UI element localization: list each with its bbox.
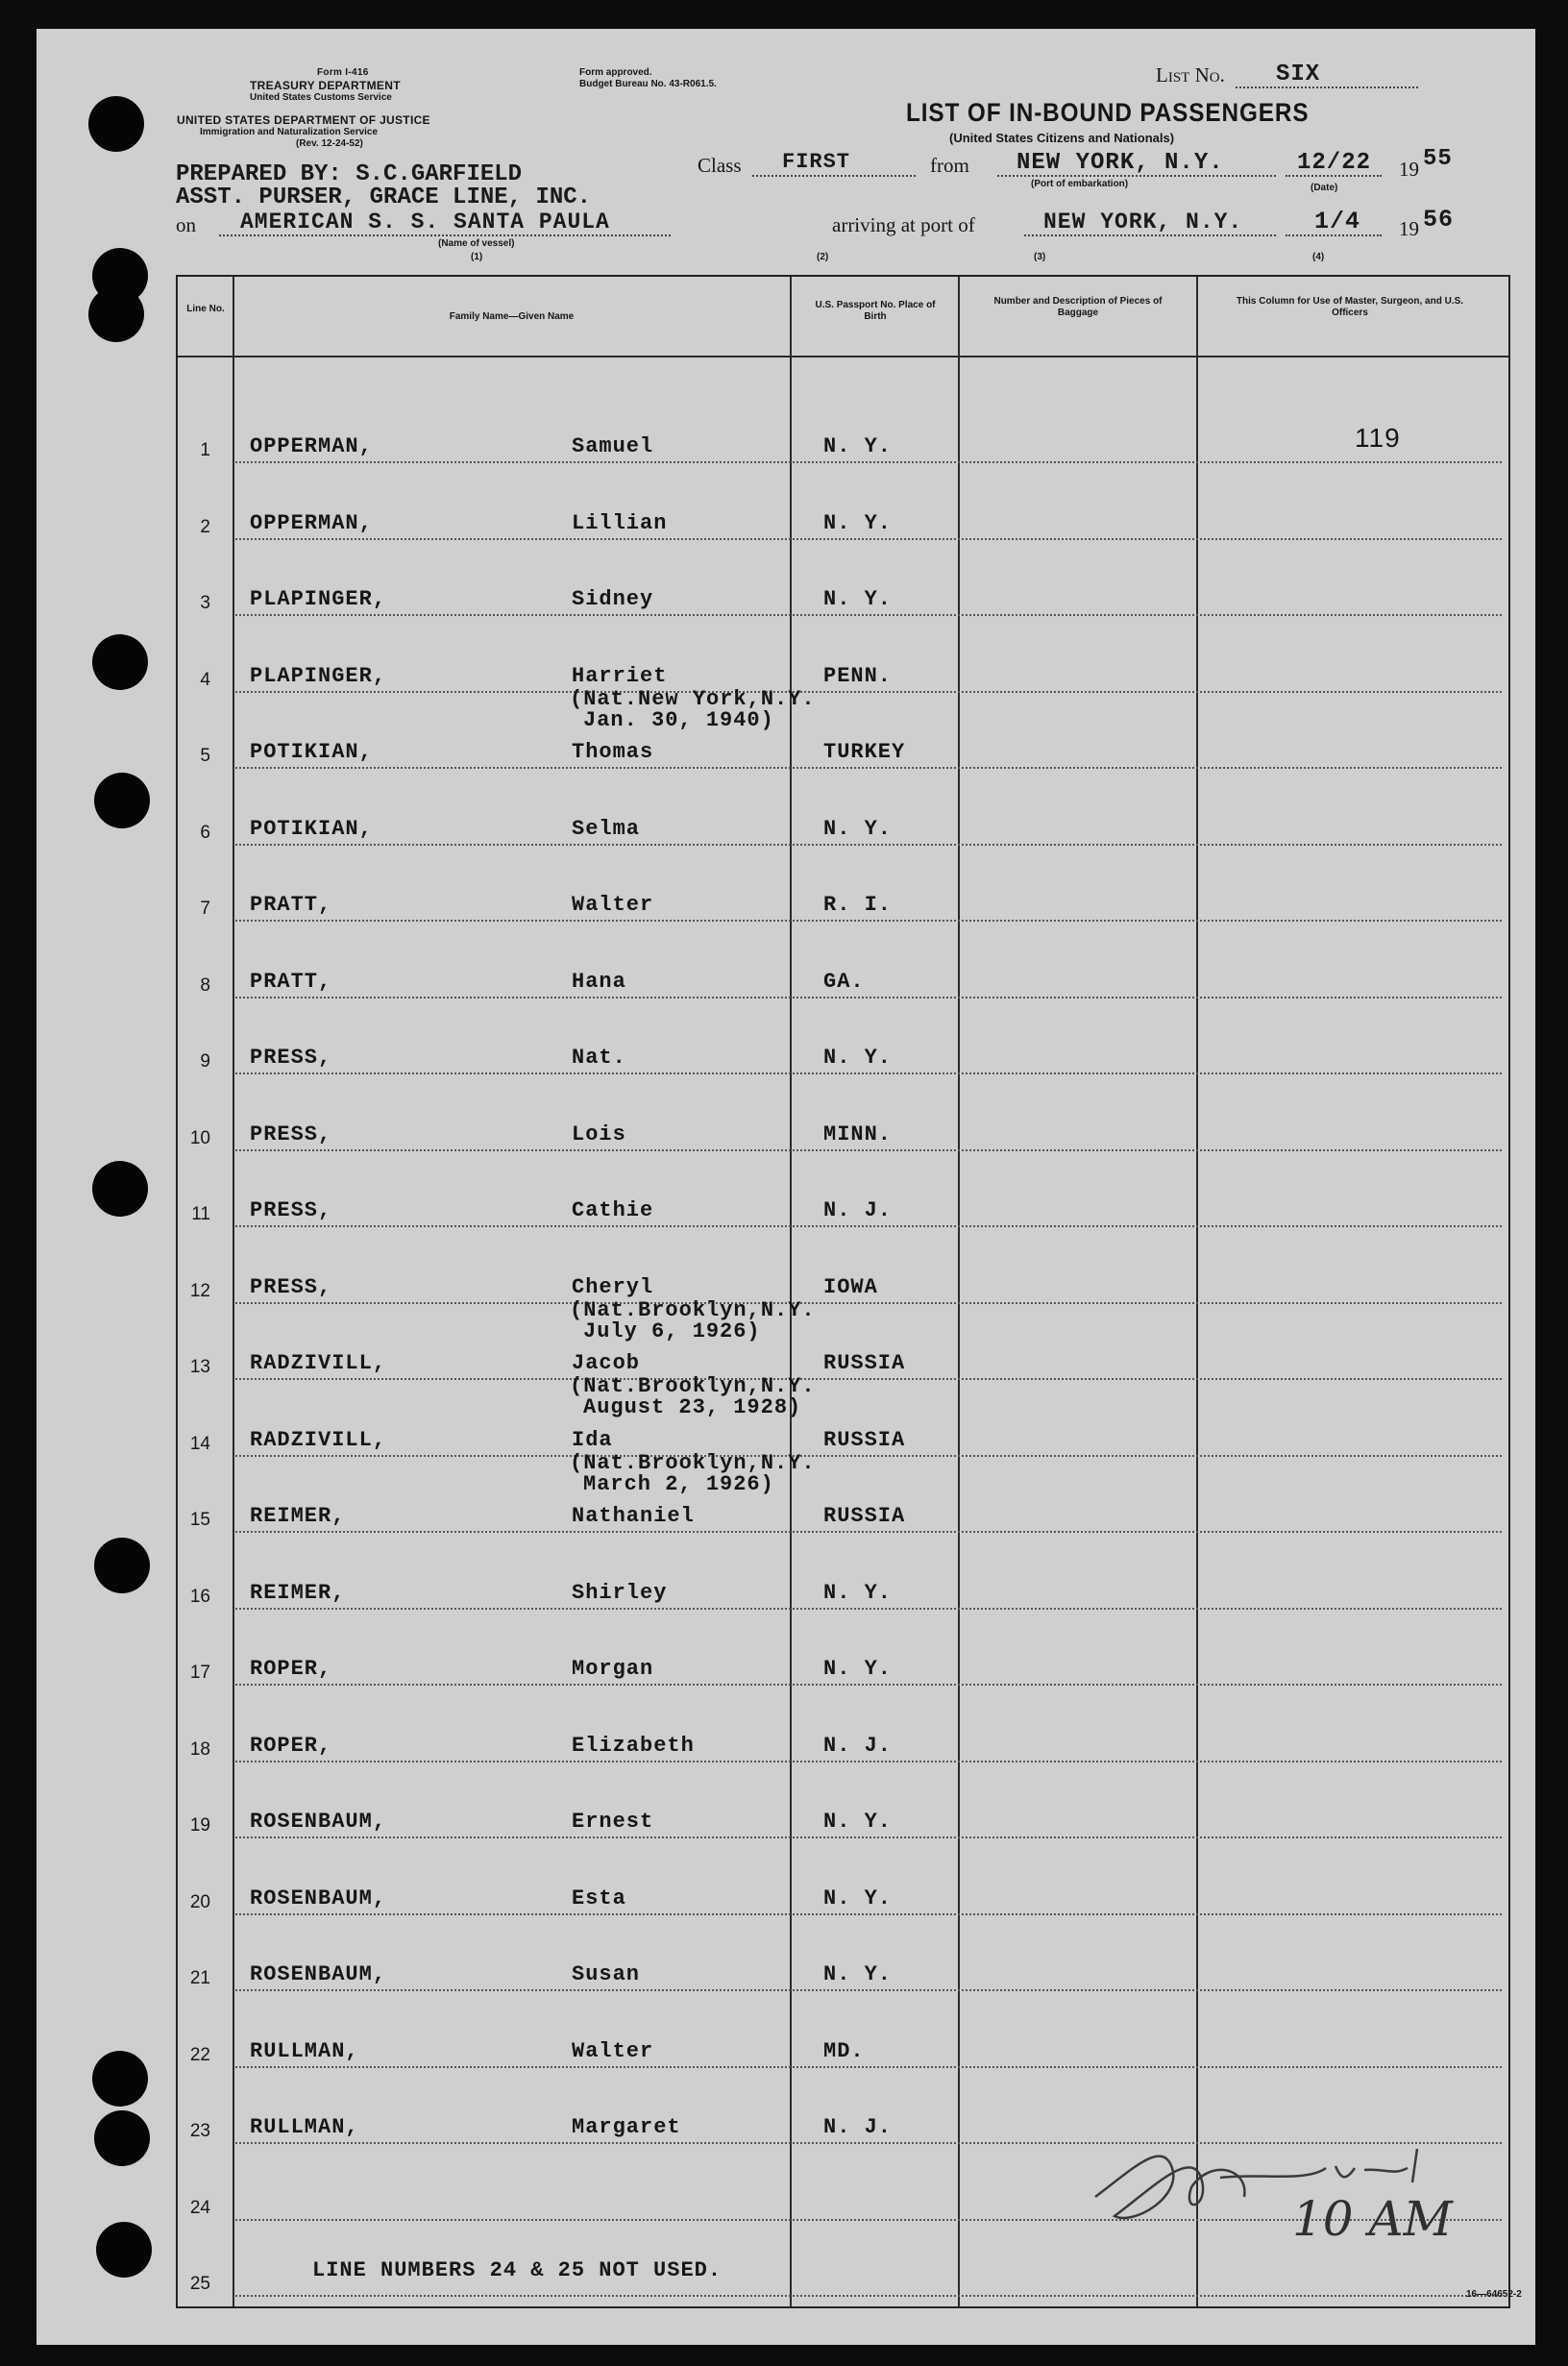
line-number: 24 [189,2197,210,2218]
given-name: Esta [572,1885,626,1910]
row-rule [235,538,1502,540]
given-name: Nathaniel [572,1504,695,1528]
family-name: ROPER, [250,1733,332,1758]
arrival-date: 1/4 [1314,208,1361,235]
binder-hole [88,286,144,342]
embarkation-date: 12/22 [1297,150,1372,176]
header-name: Family Name—Given Name [449,311,575,322]
line-number: 4 [200,669,210,690]
given-name: Walter [572,893,654,917]
binder-hole [96,2222,152,2278]
place-of-birth: N. J. [823,2115,893,2139]
family-name: PRATT, [250,893,332,917]
line-number: 9 [200,1051,210,1072]
given-name: Susan [572,1962,641,1986]
row-rule [235,614,1502,616]
given-name: Lillian [572,510,668,535]
list-number-label: List No. [1156,63,1225,86]
family-name: ROSENBAUM, [250,1962,387,1986]
form-subtitle: (United States Citizens and Nationals) [949,131,1175,145]
family-name: ROPER, [250,1657,332,1681]
header-line-no: Line No. [186,304,225,314]
row-rule [235,691,1502,693]
row-rule [235,461,1502,463]
header-passport: U.S. Passport No. Place of Birth [815,300,936,322]
family-name: POTIKIAN, [250,740,373,764]
class-value: FIRST [782,150,851,174]
line-number: 12 [189,1280,210,1301]
row-rule [235,767,1502,769]
row-rule [235,1761,1502,1762]
family-name: PRATT, [250,969,332,994]
row-rule [235,1531,1502,1533]
family-name: RADZIVILL, [250,1427,387,1452]
given-name: Hana [572,969,626,994]
place-of-birth: N. Y. [823,1046,893,1070]
family-name: RULLMAN, [250,2115,359,2139]
line-number: 6 [200,822,210,843]
embarkation-port: NEW YORK, N.Y. [1017,150,1224,176]
naturalization-note: Jan. 30, 1940) [583,707,774,732]
arrival-port: NEW YORK, N.Y. [1043,209,1243,234]
line-number: 11 [191,1204,210,1224]
place-of-birth: N. Y. [823,816,893,841]
arriving-label: arriving at port of [832,213,975,236]
arrival-date-line [1286,234,1382,236]
row-rule [235,920,1502,922]
line-number: 17 [189,1663,210,1683]
place-of-birth: MINN. [823,1121,893,1146]
column-divider [958,277,960,2306]
given-name: Thomas [572,740,654,764]
class-line [752,175,916,177]
given-name: Harriet [572,663,668,688]
column-2-marker: (2) [817,252,829,262]
row-rule [235,1455,1502,1457]
place-of-birth: R. I. [823,893,893,917]
column-divider [790,277,792,2306]
given-name: Lois [572,1121,626,1146]
family-name: PLAPINGER, [250,587,387,611]
line-number: 25 [189,2274,210,2294]
class-label: Class [698,154,742,177]
line-number: 13 [189,1357,210,1377]
line-number: 18 [189,1738,210,1760]
row-rule [235,2066,1502,2068]
line-number: 3 [200,593,210,613]
line-number: 8 [200,974,210,996]
family-name: REIMER, [250,1504,346,1528]
column-1-marker: (1) [471,252,483,262]
place-of-birth: MD. [823,2038,865,2063]
place-of-birth: RUSSIA [823,1427,906,1452]
row-rule [235,997,1502,998]
line-number: 14 [189,1433,210,1454]
line-number: 2 [200,516,210,537]
column-4-marker: (4) [1312,252,1325,262]
line-number: 7 [200,899,210,919]
line-number: 21 [189,1968,210,1988]
binder-hole [92,634,148,690]
column-divider [233,277,234,2306]
place-of-birth: N. Y. [823,1962,893,1986]
embark-year-prefix: 19 [1399,158,1419,181]
given-name: Ernest [572,1810,654,1834]
arrival-line [1024,234,1276,236]
column-3-marker: (3) [1034,252,1046,262]
row-rule [235,1302,1502,1304]
given-name: Sidney [572,587,654,611]
arrival-year: 56 [1423,206,1455,234]
vessel-line [219,234,671,236]
family-name: POTIKIAN, [250,816,373,841]
treasury-department: TREASURY DEPARTMENT [250,79,401,92]
arrival-year-prefix: 19 [1399,217,1419,240]
family-name: OPPERMAN, [250,434,373,458]
form-number: Form I-416 [317,67,369,78]
header-officers: This Column for Use of Master, Surgeon, and U.S. Officers [1236,296,1464,318]
binder-hole [94,773,150,828]
embark-date-line [1286,175,1382,177]
on-label: on [176,213,196,236]
place-of-birth: GA. [823,969,865,994]
given-name: Ida [572,1427,613,1452]
footer-note: LINE NUMBERS 24 & 25 NOT USED. [312,2258,723,2282]
line-number: 15 [189,1510,210,1530]
family-name: REIMER, [250,1580,346,1605]
binder-hole [94,1538,150,1593]
line-number: 20 [189,1891,210,1912]
place-of-birth: N. Y. [823,1885,893,1910]
given-name: Shirley [572,1580,668,1605]
list-number-line [1236,86,1418,88]
naturalization-note: March 2, 1926) [583,1471,774,1496]
form-approved: Form approved. [579,67,652,78]
place-of-birth: N. Y. [823,1810,893,1834]
place-of-birth: RUSSIA [823,1504,906,1528]
passenger-table [176,275,1510,2308]
given-name: Samuel [572,434,654,458]
line-number: 1 [200,440,210,460]
place-of-birth: N. J. [823,1733,893,1758]
header-baggage: Number and Description of Pieces of Baggage [993,296,1163,318]
handwritten-time: 10 AM [1292,2191,1453,2247]
vessel-name: AMERICAN S. S. SANTA PAULA [240,209,610,234]
binder-hole [92,1161,148,1217]
line-number: 19 [189,1815,210,1836]
row-rule [235,1684,1502,1686]
given-name: Morgan [572,1657,654,1681]
line-number: 23 [189,2121,210,2141]
family-name: OPPERMAN, [250,510,373,535]
row-rule [235,1378,1502,1380]
place-of-birth: N. Y. [823,510,893,535]
embarkation-caption: (Port of embarkation) [1031,179,1129,189]
assistant-purser: ASST. PURSER, GRACE LINE, INC. [176,185,592,210]
naturalization-note: (Nat.New York,N.Y. [570,686,816,711]
family-name: PRESS, [250,1198,332,1222]
row-rule [235,1608,1502,1610]
list-number-value: SIX [1276,62,1321,87]
manifest-page [37,29,1535,2345]
naturalization-note: (Nat.Brooklyn,N.Y. [570,1450,816,1475]
row-rule [235,1913,1502,1915]
family-name: ROSENBAUM, [250,1885,387,1910]
row-rule [235,1836,1502,1838]
date-caption: (Date) [1311,183,1338,193]
given-name: Cheryl [572,1274,654,1299]
row-rule [235,1225,1502,1227]
naturalization-note: (Nat.Brooklyn,N.Y. [570,1374,816,1398]
naturalization-note: July 6, 1926) [583,1319,761,1343]
from-label: from [930,154,969,177]
given-name: Jacob [572,1351,641,1375]
place-of-birth: N. Y. [823,1580,893,1605]
budget-bureau: Budget Bureau No. 43-R061.5. [579,79,717,89]
family-name: RADZIVILL, [250,1351,387,1375]
row-rule [235,1989,1502,1991]
family-name: PRESS, [250,1274,332,1299]
binder-hole [94,2110,150,2166]
row-rule [235,2295,1502,2297]
binder-hole [92,2051,148,2107]
family-name: PRESS, [250,1046,332,1070]
row-rule [235,1072,1502,1074]
family-name: ROSENBAUM, [250,1810,387,1834]
row-rule [235,844,1502,846]
given-name: Elizabeth [572,1733,695,1758]
family-name: RULLMAN, [250,2038,359,2063]
family-name: PRESS, [250,1121,332,1146]
given-name: Walter [572,2038,654,2063]
place-of-birth: PENN. [823,663,893,688]
embarkation-year: 55 [1423,146,1453,172]
customs-service: United States Customs Service [250,92,392,103]
place-of-birth: N. J. [823,1198,893,1222]
given-name: Cathie [572,1198,654,1222]
ins-service: Immigration and Naturalization Service [200,127,379,137]
place-of-birth: TURKEY [823,740,906,764]
given-name: Selma [572,816,641,841]
justice-department: UNITED STATES DEPARTMENT OF JUSTICE [177,113,430,127]
revision-date: (Rev. 12-24-52) [296,138,363,149]
naturalization-note: (Nat.Brooklyn,N.Y. [570,1297,816,1322]
place-of-birth: RUSSIA [823,1351,906,1375]
vessel-caption: (Name of vessel) [438,238,515,249]
header-divider [178,356,1508,357]
given-name: Margaret [572,2115,681,2139]
binder-hole [88,96,144,152]
line-number: 22 [189,2044,210,2065]
print-code: 16—64652-2 [1466,2289,1522,2300]
officer-mark: 119 [1355,423,1401,453]
place-of-birth: N. Y. [823,434,893,458]
line-number: 10 [189,1127,210,1148]
place-of-birth: N. Y. [823,587,893,611]
place-of-birth: N. Y. [823,1657,893,1681]
row-rule [235,1149,1502,1151]
form-title: LIST OF IN-BOUND PASSENGERS [906,98,1310,127]
naturalization-note: August 23, 1928) [583,1395,802,1419]
prepared-by: PREPARED BY: S.C.GARFIELD [176,161,523,187]
family-name: PLAPINGER, [250,663,387,688]
place-of-birth: IOWA [823,1274,878,1299]
line-number: 16 [189,1586,210,1607]
column-divider [1196,277,1198,2306]
line-number: 5 [200,746,210,766]
given-name: Nat. [572,1046,626,1070]
